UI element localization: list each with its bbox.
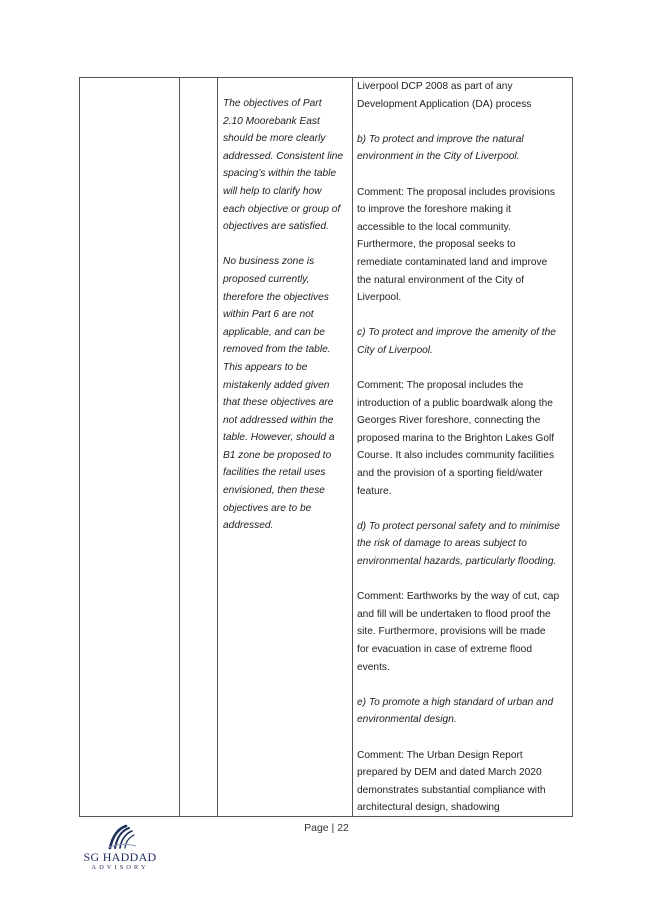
comment-line: No business zone is [223,256,315,268]
response-line: the natural environment of the City of [357,274,525,286]
comment-line: within Part 6 are not [223,309,314,321]
response-line: site. Furthermore, provisions will be made [357,626,546,638]
comment-line: will help to clarify how [223,185,322,197]
response-line: architectural design, shadowing [357,802,500,814]
comment-line: not addressed within the [223,414,334,426]
comment-line: should be more clearly [223,133,326,145]
response-line: for evacuation in case of extreme flood [357,644,532,655]
comment-line: proposed currently, [223,273,310,285]
response-line: and the provision of a sporting field/water [357,468,543,480]
comment-line: addressed. Consistent line [223,150,344,162]
objectives-response-cell [357,78,569,817]
comment-line: removed from the table. [223,344,331,356]
response-line: Liverpool. [357,292,402,304]
objective-line: c) To protect and improve the amenity of the [357,327,556,339]
objective-line: b) To protect and improve the natural [357,133,524,145]
comment-line: that these objectives are [223,397,334,409]
comment-line: addressed. [223,520,274,532]
response-line: Comment: Earthworks by the way of cut, cap [357,591,560,603]
comment-line: envisioned, then these [223,485,325,497]
response-line: introduction of a public boardwalk along the [357,397,553,409]
comment-line: table. However, should a [223,432,335,444]
response-line: accessible to the local community. [357,221,511,233]
response-line: Comment: The proposal includes the [357,380,524,392]
comment-line: spacing’s within the table [223,168,337,180]
objective-line: the risk of damage to areas subject to [357,538,527,550]
response-line: Comment: The proposal includes provisions [357,186,555,198]
objective-line: d) To protect personal safety and to minimise [357,520,560,532]
comment-line: This appears to be [223,361,308,373]
comment-line: applicable, and can be [223,326,325,338]
comment-line: each objective or group of [223,203,341,215]
logo-subtitle: ADVISORY [91,864,149,871]
response-line: Development Application (DA) process [357,98,532,110]
column-divider-3 [352,78,353,816]
response-line: prepared by DEM and dated March 2020 [357,767,542,779]
objective-line: environmental design. [357,714,457,726]
comment-line: objectives are satisfied. [223,221,329,233]
page-number: Page | 22 [304,822,349,834]
logo-name: SG HADDAD [83,850,157,864]
comment-line: mistakenly added given [223,379,330,391]
response-line: proposed marina to the Brighton Lakes Golf [357,432,555,444]
response-line: Liverpool DCP 2008 as part of any [357,81,513,92]
response-line: demonstrates substantial compliance with [357,784,546,796]
response-line: remediate contaminated land and improve [357,256,548,268]
comment-line: B1 zone be proposed to [223,449,332,461]
comment-line: objectives are to be [223,502,312,514]
response-line: to improve the foreshore making it [357,204,512,216]
comment-line: therefore the objectives [223,291,329,303]
objective-line: e) To promote a high standard of urban and [357,696,554,708]
response-line: Furthermore, the proposal seeks to [357,239,516,251]
column-divider-2 [217,78,218,816]
objectives-table [79,77,573,817]
objective-line: City of Liverpool. [357,344,433,356]
response-line: and fill will be undertaken to flood proof the [357,608,551,620]
response-line: Georges River foreshore, connecting the [357,415,541,427]
comment-line: 2.10 Moorebank East [223,115,320,127]
response-line: Comment: The Urban Design Report [357,749,523,761]
objective-line: environmental hazards, particularly flooding. [357,556,557,568]
comment-line: facilities the retail uses [223,467,326,479]
response-line: events. [357,661,390,673]
column-divider-1 [179,78,180,816]
response-line: Course. It also includes community facilities [357,450,555,462]
assessment-comments-cell [223,95,351,535]
comment-line: The objectives of Part [223,98,322,109]
objective-line: environment in the City of Liverpool. [357,151,520,163]
response-line: feature. [357,485,392,497]
